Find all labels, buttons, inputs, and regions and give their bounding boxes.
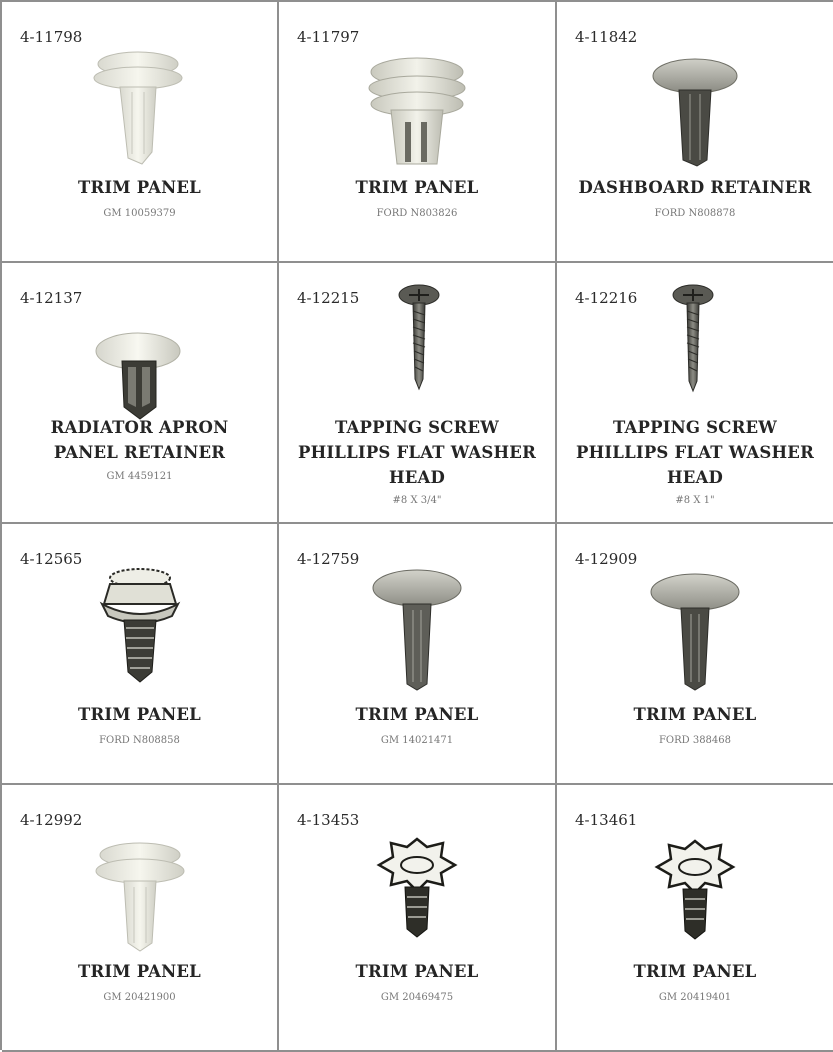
part-number: 4-13461	[575, 811, 638, 829]
part-oem-reference: GM 20421900	[103, 992, 176, 1003]
part-number: 4-13453	[297, 811, 360, 829]
part-title	[2, 415, 277, 465]
part-title-line: PANEL RETAINER	[53, 443, 226, 462]
part-oem-reference: FORD N808878	[654, 208, 736, 219]
part-title-line: TAPPING SCREW	[612, 418, 778, 437]
catalog-cell	[557, 785, 833, 1052]
part-oem-reference: GM 14021471	[380, 735, 454, 746]
part-title: TRIM PANEL	[78, 178, 201, 197]
tapping-screw-icon	[635, 277, 755, 407]
catalog-cell	[279, 2, 557, 263]
trim-panel-clip-white-icon	[80, 42, 200, 172]
catalog-cell	[557, 263, 833, 524]
part-title-line: TAPPING SCREW	[334, 418, 500, 437]
catalog-cell	[279, 785, 557, 1052]
trim-panel-clip-wide-icon	[357, 42, 477, 172]
star-clip-icon	[635, 825, 755, 955]
part-number: 4-11842	[575, 28, 638, 46]
part-number: 4-12992	[20, 811, 83, 829]
dashboard-retainer-icon	[635, 42, 755, 172]
catalog-cell	[557, 524, 833, 785]
part-title-line: PHILLIPS FLAT WASHER	[297, 443, 536, 462]
radiator-apron-retainer-icon	[80, 303, 200, 433]
part-number: 4-12137	[20, 289, 83, 307]
part-oem-reference: FORD N808858	[99, 735, 180, 746]
catalog-cell	[2, 785, 279, 1052]
part-number: 4-12909	[575, 550, 638, 568]
part-number: 4-12215	[297, 289, 360, 307]
trim-panel-push-pin-icon	[357, 564, 477, 694]
part-title-line: RADIATOR APRON	[50, 418, 229, 437]
part-title: TRIM PANEL	[78, 705, 201, 724]
part-title: TRIM PANEL	[355, 178, 479, 197]
part-size: #8 X 3/4"	[392, 495, 442, 506]
part-title	[557, 415, 833, 490]
catalog-cell	[2, 2, 279, 263]
catalog-cell	[279, 263, 557, 524]
trim-panel-clip-white-icon	[80, 825, 200, 955]
part-title-line: HEAD	[388, 468, 446, 487]
part-number: 4-12759	[297, 550, 360, 568]
catalog-cell	[557, 2, 833, 263]
part-title: TRIM PANEL	[355, 962, 479, 981]
fir-tree-clip-icon	[80, 564, 200, 694]
trim-panel-push-pin-icon	[635, 564, 755, 694]
part-oem-reference: GM 20419401	[658, 992, 732, 1003]
part-title: TRIM PANEL	[633, 705, 757, 724]
part-number: 4-11798	[20, 28, 83, 46]
catalog-cell	[279, 524, 557, 785]
part-oem-reference: GM 4459121	[106, 471, 173, 482]
part-number: 4-12216	[575, 289, 638, 307]
part-title-line: PHILLIPS FLAT WASHER	[575, 443, 814, 462]
part-title: TRIM PANEL	[78, 962, 201, 981]
part-size: #8 X 1"	[675, 495, 715, 506]
star-clip-icon	[357, 825, 477, 955]
part-title	[279, 415, 555, 490]
part-title-line: HEAD	[666, 468, 724, 487]
part-number: 4-12565	[20, 550, 83, 568]
part-oem-reference: GM 20469475	[380, 992, 454, 1003]
part-title: TRIM PANEL	[355, 705, 479, 724]
part-number: 4-11797	[297, 28, 360, 46]
part-title: TRIM PANEL	[633, 962, 757, 981]
part-oem-reference: GM 10059379	[103, 208, 176, 219]
catalog-cell	[2, 524, 279, 785]
catalog-cell	[2, 263, 279, 524]
part-title: DASHBOARD RETAINER	[578, 178, 812, 197]
part-oem-reference: FORD N803826	[376, 208, 458, 219]
tapping-screw-icon	[357, 277, 477, 407]
part-oem-reference: FORD 388468	[658, 735, 732, 746]
